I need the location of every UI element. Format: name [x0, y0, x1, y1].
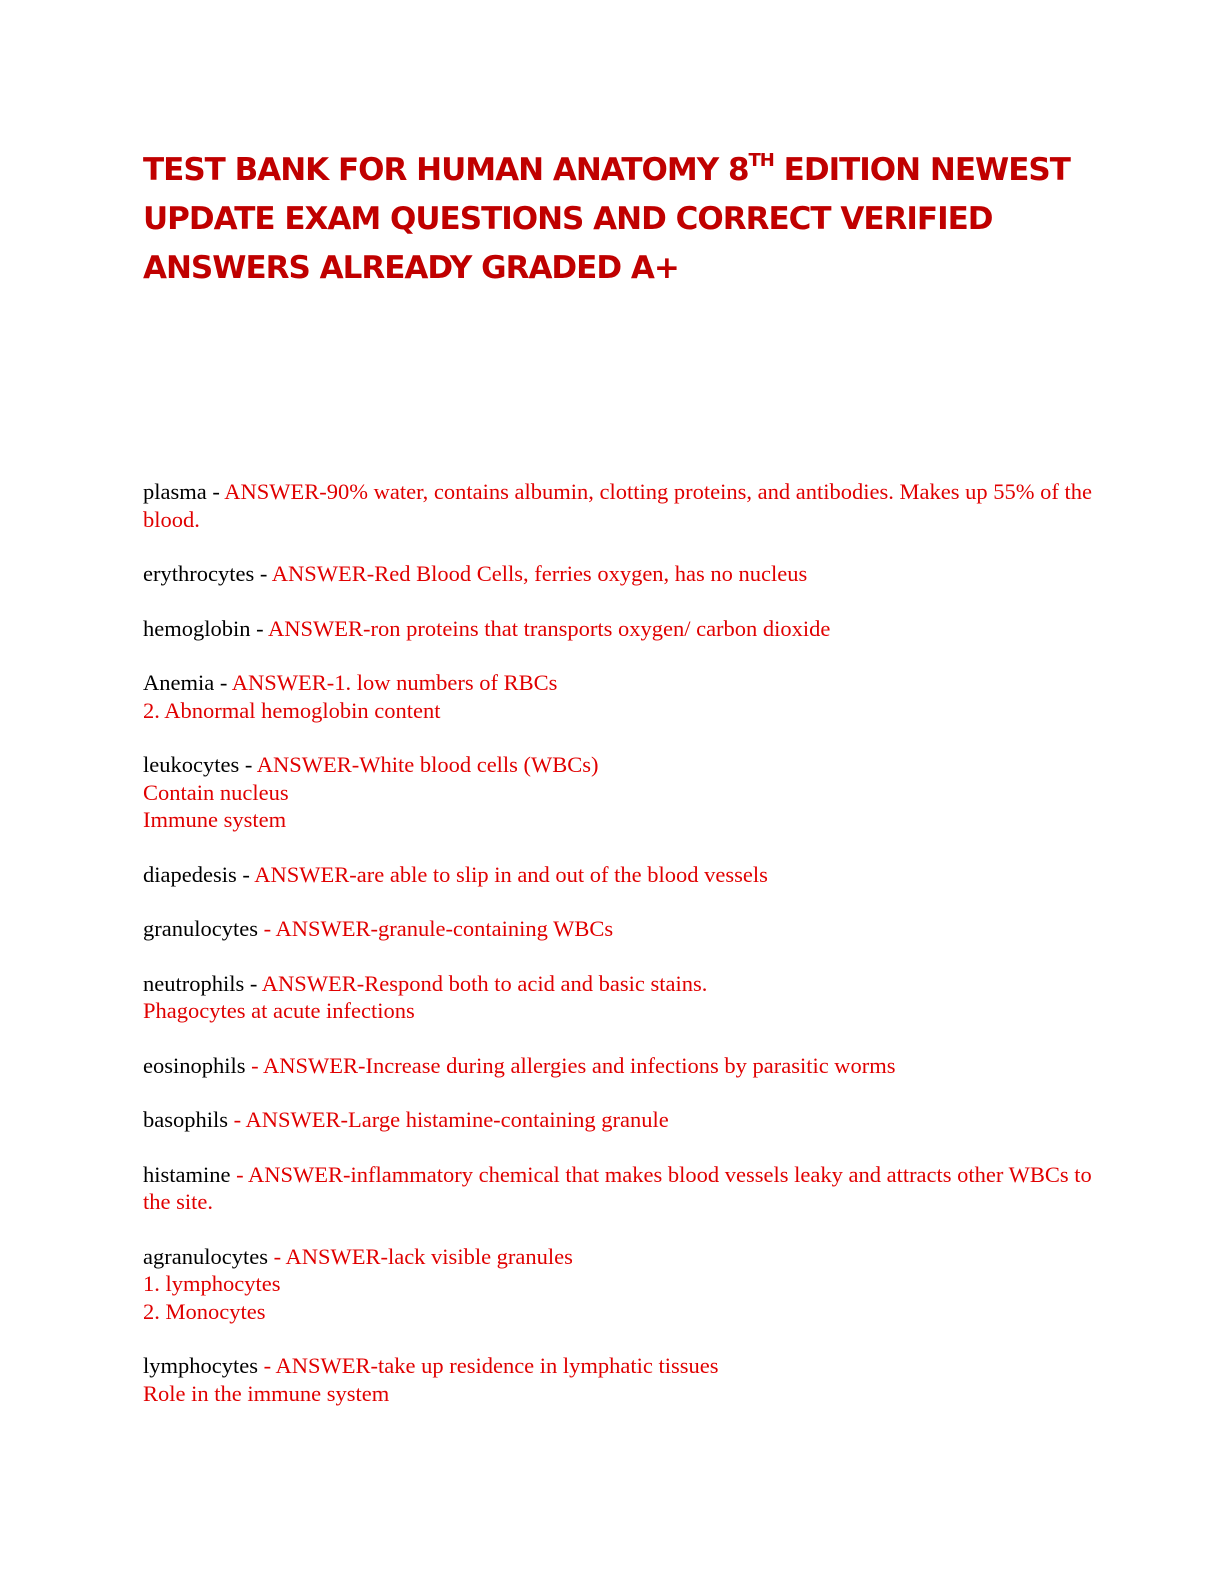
- entry-answer-line: Role in the immune system: [143, 1380, 390, 1406]
- title-part-1: TEST BANK FOR HUMAN ANATOMY 8: [143, 152, 749, 188]
- entry-answer: ANSWER-Increase during allergies and infections by parasitic worms: [263, 1052, 896, 1078]
- entry-term: leukocytes: [143, 752, 240, 777]
- entry-separator: -: [257, 1353, 276, 1378]
- entry-term: granulocytes: [143, 916, 258, 941]
- qa-entry: [143, 751, 1103, 834]
- entry-term: plasma: [143, 479, 207, 504]
- entry-separator: -: [230, 1161, 248, 1187]
- qa-entry: [143, 478, 1103, 533]
- entry-term: erythrocytes: [143, 561, 255, 586]
- entry-answer: ANSWER-90% water, contains albumin, clotting proteins, and antibodies. Makes up 55% of the blood.: [143, 479, 1092, 532]
- entry-separator: -: [228, 1107, 246, 1132]
- entry-separator: -: [250, 615, 269, 641]
- entry-answer-line: 2. Monocytes: [143, 1298, 266, 1324]
- entry-separator: -: [267, 1243, 286, 1269]
- entry-answer: ANSWER-granule-containing WBCs: [275, 916, 614, 941]
- entry-term: Anemia: [143, 670, 215, 695]
- entry-term: histamine: [143, 1161, 231, 1187]
- title-superscript: TH: [748, 150, 774, 171]
- qa-entry: [143, 1106, 1103, 1134]
- qa-entry: [143, 1052, 1103, 1080]
- entry-separator: -: [254, 561, 272, 586]
- qa-entry: [143, 560, 1103, 588]
- entry-term: neutrophils: [143, 970, 245, 996]
- qa-entry: [143, 615, 1103, 643]
- entry-answer-line: Phagocytes at acute infections: [143, 998, 415, 1023]
- entry-answer-line: Contain nucleus: [143, 779, 289, 805]
- qa-entry: [143, 669, 1103, 724]
- qa-entry: [143, 861, 1103, 889]
- entry-answer-line: Immune system: [143, 807, 287, 832]
- entry-answer: ANSWER-ron proteins that transports oxygen/ carbon dioxide: [268, 615, 831, 641]
- entry-answer: ANSWER-lack visible granules: [285, 1243, 573, 1269]
- document-title: [143, 146, 1103, 293]
- entry-answer: ANSWER-are able to slip in and out of the blood vessels: [254, 861, 768, 887]
- entry-answer: ANSWER-take up residence in lymphatic tissues: [275, 1353, 719, 1378]
- entry-separator: -: [245, 1052, 264, 1078]
- qa-entry: [143, 970, 1103, 1025]
- entry-answer: ANSWER-inflammatory chemical that makes blood vessels leaky and attracts other WBCs to the site.: [143, 1161, 1092, 1214]
- entry-answer: ANSWER-1. low numbers of RBCs: [231, 670, 558, 695]
- entry-answer-line: 1. lymphocytes: [143, 1271, 281, 1296]
- title-part-2: EDITION NEWEST UPDATE EXAM QUESTIONS AND CORRECT VERIFIED ANSWERS ALREADY GRADED A+: [143, 152, 1070, 286]
- qa-entry: [143, 1243, 1103, 1326]
- qa-entry: [143, 1352, 1103, 1407]
- entry-term: hemoglobin: [143, 615, 251, 641]
- qa-list: [143, 478, 1103, 1434]
- entry-answer-line: 2. Abnormal hemoglobin content: [143, 697, 441, 723]
- entry-term: eosinophils: [143, 1052, 246, 1078]
- entry-term: diapedesis: [143, 861, 237, 887]
- entry-term: lymphocytes: [143, 1353, 258, 1378]
- entry-separator: -: [236, 861, 255, 887]
- entry-answer: ANSWER-White blood cells (WBCs): [256, 752, 599, 777]
- entry-answer: ANSWER-Red Blood Cells, ferries oxygen, has no nucleus: [271, 561, 808, 586]
- entry-separator: -: [244, 970, 262, 996]
- entry-term: agranulocytes: [143, 1243, 268, 1269]
- entry-answer: ANSWER-Respond both to acid and basic stains.: [261, 970, 708, 996]
- entry-separator: -: [214, 670, 232, 695]
- entry-answer: ANSWER-Large histamine-containing granule: [245, 1107, 669, 1132]
- qa-entry: [143, 1161, 1103, 1216]
- entry-separator: -: [257, 916, 276, 941]
- entry-separator: -: [206, 479, 225, 504]
- qa-entry: [143, 915, 1103, 943]
- entry-term: basophils: [143, 1107, 229, 1132]
- entry-separator: -: [239, 752, 257, 777]
